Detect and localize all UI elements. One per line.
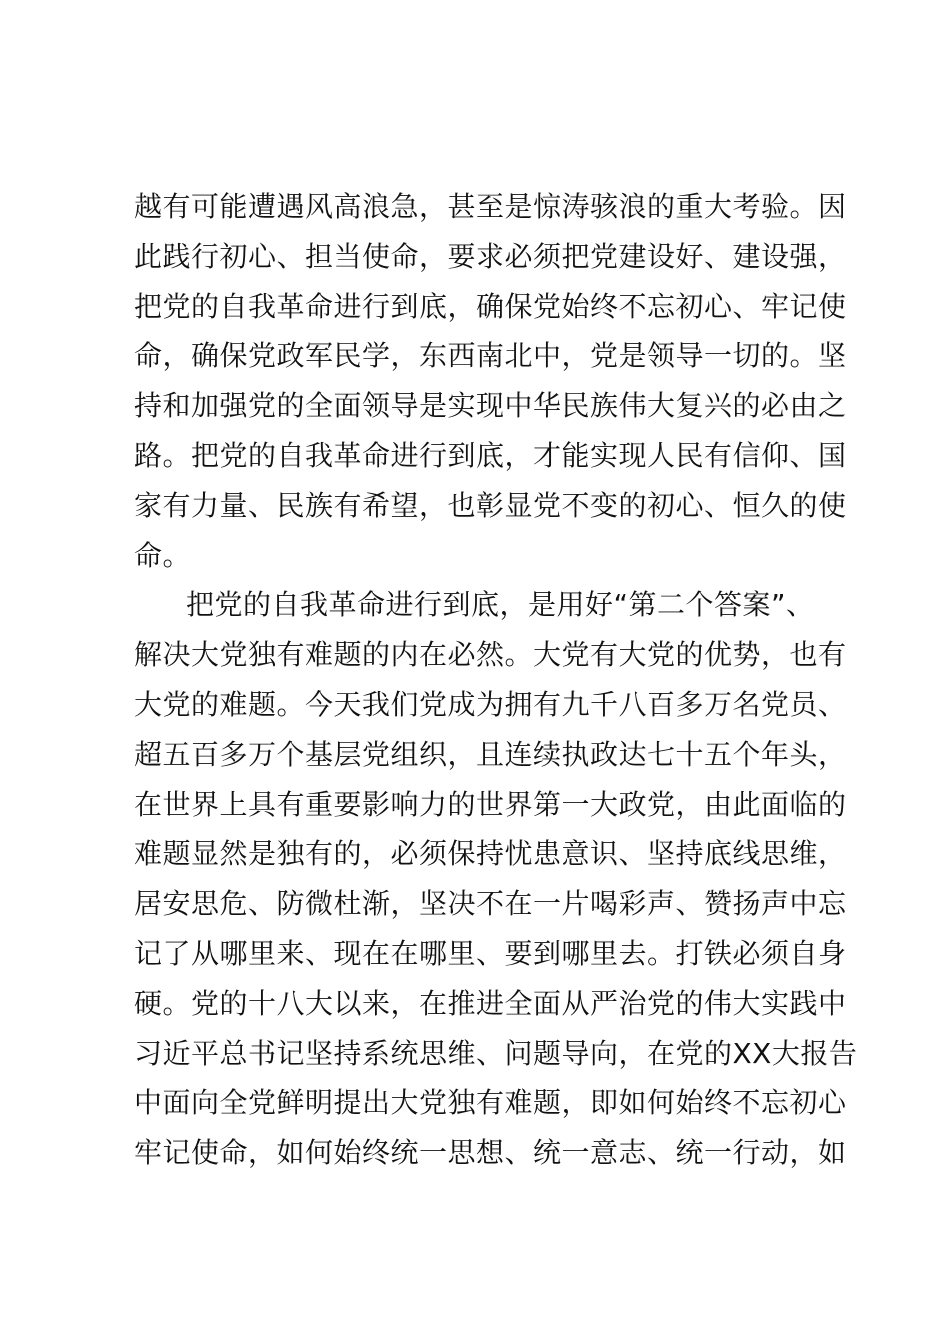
text-line: 命。 — [134, 538, 192, 572]
text-line: 居安思危、防微杜渐，坚决不在一片喝彩声、赞扬声中忘 — [134, 887, 847, 921]
text-line: 中面向全党鲜明提出大党独有难题，即如何始终不忘初心 — [134, 1086, 847, 1120]
text-line: 习近平总书记坚持系统思维、问题导向，在党的XX大报告 — [134, 1036, 858, 1070]
body-text — [134, 182, 858, 1178]
paragraph-first-line: 把党的自我革命进行到底，是用好“第二个答案”、 — [186, 588, 815, 622]
text-line: 把党的自我革命进行到底，确保党始终不忘初心、牢记使 — [134, 289, 847, 323]
text-line: 命，确保党政军民学，东西南北中，党是领导一切的。坚 — [134, 339, 847, 373]
text-line: 超五百多万个基层党组织，且连续执政达七十五个年头， — [134, 737, 847, 771]
text-line: 持和加强党的全面领导是实现中华民族伟大复兴的必由之 — [134, 389, 847, 423]
text-line: 越有可能遭遇风高浪急，甚至是惊涛骇浪的重大考验。因 — [134, 190, 847, 223]
text-line: 记了从哪里来、现在在哪里、要到哪里去。打铁必须自身 — [134, 936, 847, 970]
text-line: 解决大党独有难题的内在必然。大党有大党的优势，也有 — [134, 638, 847, 672]
text-line: 硬。党的十八大以来，在推进全面从严治党的伟大实践中 — [134, 986, 847, 1020]
text-line: 牢记使命，如何始终统一思想、统一意志、统一行动，如 — [134, 1136, 847, 1170]
text-line: 大党的难题。今天我们党成为拥有九千八百多万名党员、 — [134, 687, 847, 721]
text-line: 在世界上具有重要影响力的世界第一大政党，由此面临的 — [134, 787, 847, 821]
text-line: 此践行初心、担当使命，要求必须把党建设好、建设强， — [134, 239, 847, 273]
text-line: 路。把党的自我革命进行到底，才能实现人民有信仰、国 — [134, 438, 847, 472]
text-line: 难题显然是独有的，必须保持忧患意识、坚持底线思维， — [134, 837, 847, 871]
text-line: 家有力量、民族有希望，也彰显党不变的初心、恒久的使 — [134, 488, 847, 522]
